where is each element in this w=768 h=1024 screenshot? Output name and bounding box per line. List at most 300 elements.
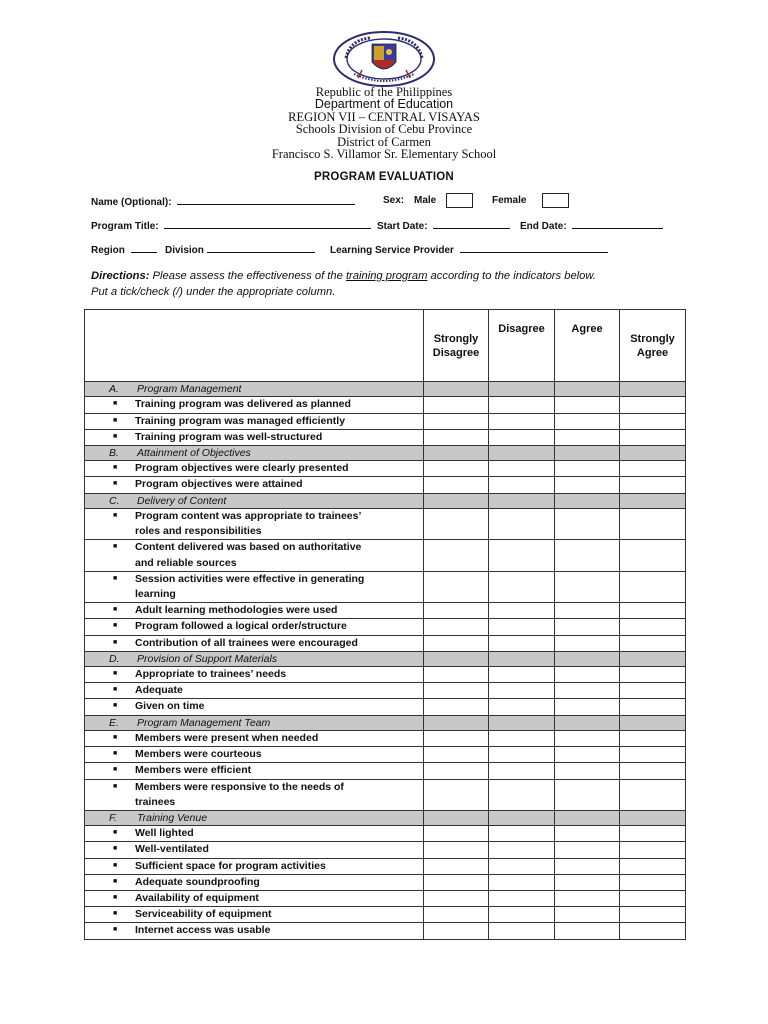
rating-cell[interactable] — [489, 842, 555, 858]
table-cell — [85, 683, 424, 699]
rating-cell[interactable] — [555, 477, 620, 493]
rating-cell[interactable] — [489, 619, 555, 635]
section-row — [85, 445, 686, 460]
indicator-text: E. — [109, 716, 119, 729]
table-cell — [85, 477, 424, 493]
rating-cell[interactable] — [424, 747, 489, 763]
table-row — [85, 826, 686, 842]
table-row — [85, 763, 686, 779]
rating-cell[interactable] — [620, 413, 686, 429]
table-cell — [85, 429, 424, 445]
name-field[interactable] — [91, 195, 355, 208]
indicator-text: and reliable sources — [135, 556, 237, 569]
rating-cell[interactable] — [424, 779, 489, 810]
rating-cell[interactable] — [620, 540, 686, 571]
rating-cell[interactable] — [424, 842, 489, 858]
rating-cell[interactable] — [620, 730, 686, 746]
table-row — [85, 891, 686, 907]
indicator-text: Contribution of all trainees were encouraged — [135, 636, 358, 649]
table-row — [85, 923, 686, 939]
table-cell — [620, 445, 686, 460]
rating-cell[interactable] — [424, 619, 489, 635]
table-cell — [620, 651, 686, 666]
table-cell — [85, 907, 424, 923]
division-blank[interactable] — [207, 243, 315, 253]
rating-cell[interactable] — [489, 429, 555, 445]
rating-cell[interactable] — [555, 683, 620, 699]
rating-cell[interactable] — [489, 826, 555, 842]
table-row — [85, 874, 686, 890]
table-cell — [85, 651, 424, 666]
table-cell — [555, 651, 620, 666]
rating-cell[interactable] — [620, 619, 686, 635]
rating-cell[interactable] — [424, 667, 489, 683]
rating-cell[interactable] — [489, 923, 555, 939]
section-row — [85, 493, 686, 508]
table-cell — [424, 651, 489, 666]
table-row — [85, 907, 686, 923]
table-cell — [85, 397, 424, 413]
rating-cell[interactable] — [489, 413, 555, 429]
section-row — [85, 382, 686, 397]
table-cell — [424, 493, 489, 508]
rating-cell[interactable] — [424, 858, 489, 874]
table-row — [85, 842, 686, 858]
rating-cell[interactable] — [424, 571, 489, 602]
deped-seal-logo — [332, 30, 436, 88]
table-cell — [85, 571, 424, 602]
table-header-row — [85, 310, 686, 382]
col-disagree — [489, 310, 555, 382]
rating-cell[interactable] — [555, 413, 620, 429]
end-date-field[interactable] — [520, 219, 663, 232]
bullet-icon: ■ — [113, 638, 118, 646]
rating-cell[interactable] — [555, 747, 620, 763]
table-cell — [85, 461, 424, 477]
lsp-label: Learning Service Provider — [330, 245, 454, 256]
start-date-field[interactable] — [377, 219, 510, 232]
indicator-text: Appropriate to trainees’ needs — [135, 668, 287, 681]
rating-cell[interactable] — [620, 603, 686, 619]
table-row — [85, 730, 686, 746]
col-agree — [555, 310, 620, 382]
rating-cell[interactable] — [555, 571, 620, 602]
rating-cell[interactable] — [555, 429, 620, 445]
rating-cell[interactable] — [489, 635, 555, 651]
table-row — [85, 571, 686, 602]
rating-cell[interactable] — [424, 413, 489, 429]
rating-cell[interactable] — [555, 461, 620, 477]
table-row — [85, 699, 686, 715]
table-cell — [489, 493, 555, 508]
header-department: Department of Education — [314, 97, 454, 111]
rating-cell[interactable] — [620, 763, 686, 779]
rating-cell[interactable] — [555, 619, 620, 635]
table-cell — [85, 747, 424, 763]
rating-cell[interactable] — [424, 763, 489, 779]
indicator-text: Given on time — [135, 700, 205, 713]
rating-cell[interactable] — [555, 874, 620, 890]
rating-cell[interactable] — [489, 571, 555, 602]
bullet-icon: ■ — [113, 733, 118, 741]
table-row — [85, 747, 686, 763]
rating-cell[interactable] — [489, 397, 555, 413]
directions-line2: Put a tick/check (/) under the appropriate column. — [91, 286, 336, 298]
region-label: Region — [91, 245, 125, 256]
name-label: Name (Optional): — [91, 197, 172, 208]
rating-cell[interactable] — [555, 667, 620, 683]
indicator-text: Training program was managed efficiently — [135, 414, 346, 427]
indicator-text: Training program was well-structured — [135, 430, 323, 443]
rating-cell[interactable] — [555, 763, 620, 779]
rating-cell[interactable] — [424, 477, 489, 493]
rating-cell[interactable] — [424, 826, 489, 842]
table-cell — [85, 923, 424, 939]
table-cell — [85, 699, 424, 715]
section-title: Provision of Support Materials — [137, 652, 278, 665]
rating-cell[interactable] — [424, 429, 489, 445]
female-label: Female — [492, 195, 527, 206]
table-cell — [85, 730, 424, 746]
rating-cell[interactable] — [555, 907, 620, 923]
rating-cell[interactable] — [620, 461, 686, 477]
section-row — [85, 810, 686, 825]
bullet-icon: ■ — [113, 845, 118, 853]
indicator-text: Program followed a logical order/structure — [135, 620, 347, 633]
rating-cell[interactable] — [489, 779, 555, 810]
table-cell — [85, 826, 424, 842]
female-checkbox[interactable] — [542, 193, 569, 208]
rating-cell[interactable] — [489, 461, 555, 477]
end-date-blank[interactable] — [572, 219, 663, 229]
rating-cell[interactable] — [555, 397, 620, 413]
table-cell — [85, 858, 424, 874]
indicator-text: Disagree — [498, 323, 545, 335]
name-blank[interactable] — [177, 195, 355, 205]
program-title-label: Program Title: — [91, 221, 159, 232]
rating-cell[interactable] — [489, 874, 555, 890]
bullet-icon: ■ — [113, 543, 118, 551]
rating-cell[interactable] — [424, 730, 489, 746]
program-title-blank[interactable] — [164, 219, 371, 229]
rating-cell[interactable] — [620, 667, 686, 683]
rating-cell[interactable] — [620, 779, 686, 810]
rating-cell[interactable] — [555, 779, 620, 810]
rating-cell[interactable] — [489, 891, 555, 907]
rating-cell[interactable] — [555, 842, 620, 858]
table-cell — [85, 667, 424, 683]
table-row — [85, 683, 686, 699]
rating-cell[interactable] — [620, 571, 686, 602]
table-cell — [85, 445, 424, 460]
rating-cell[interactable] — [620, 826, 686, 842]
table-cell — [620, 493, 686, 508]
table-row — [85, 461, 686, 477]
section-title: Program Management — [137, 383, 242, 395]
rating-cell[interactable] — [489, 763, 555, 779]
indicator-text: Disagree — [432, 346, 480, 359]
table-cell — [620, 810, 686, 825]
indicator-text: Agree — [571, 323, 603, 335]
table-cell — [489, 382, 555, 397]
rating-cell[interactable] — [555, 635, 620, 651]
table-cell — [85, 715, 424, 730]
rating-cell[interactable] — [555, 891, 620, 907]
indicator-text: Training program was delivered as planned — [135, 398, 351, 411]
header-region: REGION VII – CENTRAL VISAYAS — [288, 110, 480, 124]
male-label: Male — [414, 195, 437, 206]
table-cell — [555, 493, 620, 508]
rating-cell[interactable] — [489, 730, 555, 746]
indicator-text: Well-ventilated — [135, 843, 209, 856]
rating-cell[interactable] — [424, 397, 489, 413]
rating-cell[interactable] — [489, 683, 555, 699]
division-label: Division — [165, 245, 204, 256]
program-title-field[interactable] — [91, 219, 371, 232]
col-strongly-agree — [620, 310, 686, 382]
start-date-label: Start Date: — [377, 221, 428, 232]
section-title: Training Venue — [137, 811, 208, 824]
table-row — [85, 619, 686, 635]
table-cell — [620, 715, 686, 730]
division-field[interactable] — [165, 243, 315, 256]
indicator-text: Session activities were effective in generating — [135, 572, 365, 585]
bullet-icon: ■ — [113, 432, 118, 440]
header-republic: Republic of the Philippines — [315, 85, 453, 99]
indicator-text: Internet access was usable — [135, 924, 271, 937]
section-title: Attainment of Objectives — [137, 446, 251, 459]
section-row — [85, 651, 686, 666]
table-row — [85, 635, 686, 651]
table-row — [85, 858, 686, 874]
lsp-field[interactable] — [330, 243, 608, 256]
table-cell — [85, 635, 424, 651]
indicator-text: learning — [135, 587, 176, 600]
indicator-text: Members were courteous — [135, 748, 262, 761]
table-row — [85, 779, 686, 810]
header-district: District of Carmen — [337, 135, 431, 149]
bullet-icon: ■ — [113, 416, 118, 424]
rating-cell[interactable] — [424, 683, 489, 699]
rating-cell[interactable] — [489, 699, 555, 715]
bullet-icon: ■ — [113, 400, 118, 408]
indicator-text: Agree — [636, 346, 669, 359]
end-date-label: End Date: — [520, 221, 567, 232]
rating-cell[interactable] — [424, 461, 489, 477]
rating-cell[interactable] — [424, 540, 489, 571]
indicator-text: B. — [109, 446, 119, 459]
table-cell — [85, 891, 424, 907]
table-cell — [85, 508, 424, 539]
rating-cell[interactable] — [555, 508, 620, 539]
rating-cell[interactable] — [489, 858, 555, 874]
rating-cell[interactable] — [489, 477, 555, 493]
table-row — [85, 508, 686, 539]
directions-label: Directions: — [91, 270, 150, 282]
table-row — [85, 413, 686, 429]
table-cell — [85, 763, 424, 779]
table-cell — [555, 810, 620, 825]
rating-cell[interactable] — [424, 508, 489, 539]
rating-cell[interactable] — [489, 603, 555, 619]
rating-cell[interactable] — [555, 603, 620, 619]
directions-text-after: according to the indicators below. — [430, 270, 596, 282]
rating-cell[interactable] — [489, 747, 555, 763]
indicator-text: Content delivered was based on authoritative — [135, 541, 362, 554]
bullet-icon: ■ — [113, 894, 118, 902]
table-cell — [85, 619, 424, 635]
bullet-icon: ■ — [113, 464, 118, 472]
rating-cell[interactable] — [620, 683, 686, 699]
indicator-text: Adult learning methodologies were used — [135, 604, 338, 617]
indicator-text: Members were present when needed — [135, 731, 319, 744]
rating-cell[interactable] — [424, 603, 489, 619]
bullet-icon: ■ — [113, 910, 118, 918]
indicator-text: Strongly — [433, 332, 479, 345]
table-cell — [620, 382, 686, 397]
indicator-text: C. — [109, 494, 120, 507]
rating-cell[interactable] — [620, 907, 686, 923]
bullet-icon: ■ — [113, 782, 118, 790]
indicator-text: Adequate soundproofing — [135, 875, 260, 888]
header-school: Francisco S. Villamor Sr. Elementary School — [271, 147, 497, 161]
rating-cell[interactable] — [489, 508, 555, 539]
indicator-text: Sufficient space for program activities — [135, 859, 326, 872]
rating-cell[interactable] — [555, 699, 620, 715]
table-cell — [85, 413, 424, 429]
header-indicator-cell — [85, 310, 424, 382]
table-cell — [85, 874, 424, 890]
bullet-icon: ■ — [113, 829, 118, 837]
indicator-text: Program objectives were clearly presented — [135, 462, 349, 475]
indicator-text: F. — [109, 811, 117, 824]
bullet-icon: ■ — [113, 670, 118, 678]
table-cell — [489, 651, 555, 666]
rating-cell[interactable] — [555, 858, 620, 874]
bullet-icon: ■ — [113, 511, 118, 519]
table-row — [85, 429, 686, 445]
table-cell — [555, 445, 620, 460]
directions-link: training program — [345, 270, 428, 282]
indicator-text: Well lighted — [135, 827, 194, 840]
rating-cell[interactable] — [489, 667, 555, 683]
region-blank[interactable] — [131, 243, 157, 253]
table-cell — [85, 842, 424, 858]
bullet-icon: ■ — [113, 606, 118, 614]
table-cell — [555, 382, 620, 397]
indicator-text: Strongly — [630, 332, 675, 345]
table-cell — [85, 382, 424, 397]
bullet-icon: ■ — [113, 766, 118, 774]
rating-cell[interactable] — [620, 747, 686, 763]
section-title: Delivery of Content — [137, 494, 227, 507]
rating-cell[interactable] — [424, 891, 489, 907]
rating-cell[interactable] — [620, 635, 686, 651]
table-row — [85, 540, 686, 571]
rating-cell[interactable] — [620, 508, 686, 539]
sex-label: Sex: — [383, 195, 405, 206]
rating-cell[interactable] — [424, 907, 489, 923]
header-division: Schools Division of Cebu Province — [295, 122, 473, 136]
table-cell — [555, 715, 620, 730]
rating-cell[interactable] — [620, 891, 686, 907]
table-row — [85, 603, 686, 619]
rating-cell[interactable] — [555, 826, 620, 842]
indicator-text: Members were responsive to the needs of — [135, 780, 344, 793]
indicator-text: Availability of equipment — [135, 892, 259, 905]
table-row — [85, 667, 686, 683]
directions-text-before: Please assess the effectiveness of the — [152, 270, 343, 282]
table-cell — [489, 810, 555, 825]
bullet-icon: ■ — [113, 480, 118, 488]
bullet-icon: ■ — [113, 877, 118, 885]
indicator-text: Program content was appropriate to trainees’ — [135, 509, 362, 522]
bullet-icon: ■ — [113, 686, 118, 694]
rating-cell[interactable] — [489, 540, 555, 571]
rating-cell[interactable] — [424, 923, 489, 939]
rating-cell[interactable] — [620, 429, 686, 445]
indicator-text: A. — [109, 383, 119, 395]
rating-cell[interactable] — [555, 730, 620, 746]
region-field[interactable] — [91, 243, 157, 256]
bullet-icon: ■ — [113, 702, 118, 710]
evaluation-table — [84, 309, 686, 940]
indicator-text: Program objectives were attained — [135, 478, 303, 491]
table-cell — [85, 540, 424, 571]
table-cell — [424, 715, 489, 730]
rating-cell[interactable] — [620, 842, 686, 858]
table-cell — [489, 445, 555, 460]
table-cell — [85, 779, 424, 810]
rating-cell[interactable] — [620, 858, 686, 874]
lsp-blank[interactable] — [460, 243, 608, 253]
table-row — [85, 477, 686, 493]
rating-cell[interactable] — [424, 874, 489, 890]
rating-cell[interactable] — [620, 923, 686, 939]
table-cell — [424, 382, 489, 397]
indicator-text: Adequate — [135, 684, 183, 697]
bullet-icon: ■ — [113, 750, 118, 758]
rating-cell[interactable] — [424, 635, 489, 651]
form-title: PROGRAM EVALUATION — [314, 171, 454, 183]
bullet-icon: ■ — [113, 861, 118, 869]
indicator-text: Members were efficient — [135, 764, 252, 777]
table-cell — [489, 715, 555, 730]
bullet-icon: ■ — [113, 622, 118, 630]
rating-cell[interactable] — [620, 397, 686, 413]
table-cell — [85, 810, 424, 825]
start-date-blank[interactable] — [433, 219, 510, 229]
indicator-text: D. — [109, 652, 120, 665]
rating-cell[interactable] — [620, 874, 686, 890]
table-row — [85, 397, 686, 413]
rating-cell[interactable] — [489, 907, 555, 923]
bullet-icon: ■ — [113, 574, 118, 582]
rating-cell[interactable] — [620, 699, 686, 715]
rating-cell[interactable] — [620, 477, 686, 493]
section-title: Program Management Team — [137, 716, 271, 729]
indicator-text: Serviceability of equipment — [135, 908, 272, 921]
table-cell — [424, 810, 489, 825]
indicator-text: trainees — [135, 795, 176, 808]
directions — [91, 268, 681, 300]
rating-cell[interactable] — [555, 540, 620, 571]
table-cell — [85, 603, 424, 619]
rating-cell[interactable] — [555, 923, 620, 939]
male-checkbox[interactable] — [446, 193, 473, 208]
col-strongly-disagree — [424, 310, 489, 382]
rating-cell[interactable] — [424, 699, 489, 715]
